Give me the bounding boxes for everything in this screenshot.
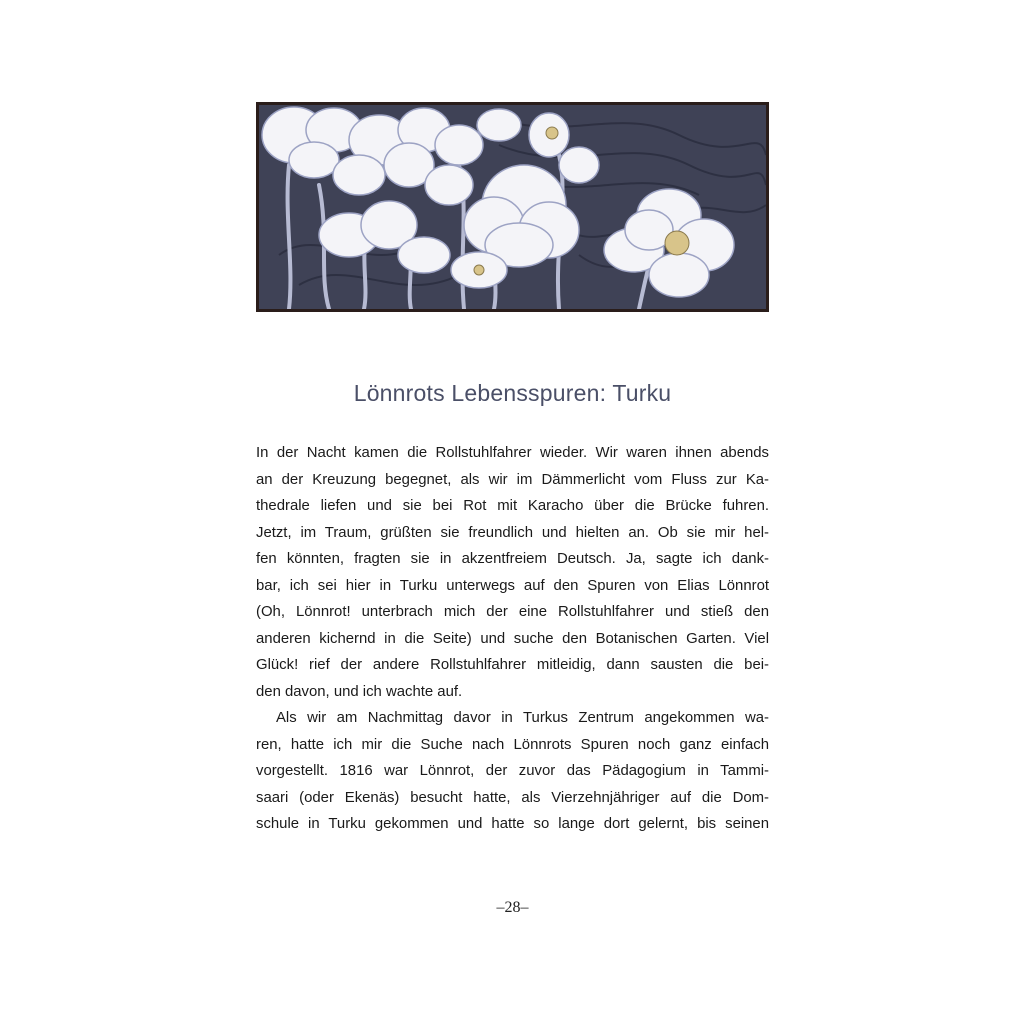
text-line: Jetzt, im Traum, grüßten sie freundlich und hielten an. Ob sie mir hel-	[256, 524, 769, 541]
chapter-title: Lönnrots Lebensspuren: Turku	[353, 380, 672, 406]
text-line: bar, ich sei hier in Turku unterwegs auf den Spuren von Elias Lönnrot	[256, 577, 769, 594]
flower-illustration	[256, 102, 769, 312]
text-line: anderen kichernd in die Seite) und suche den Botanischen Garten. Viel	[256, 630, 769, 647]
text-line: schule in Turku gekommen und hatte so lange dort gelernt, bis seinen	[256, 816, 769, 832]
anemone-flowers-image	[259, 105, 766, 309]
text-line: den davon, und ich wachte auf.	[256, 683, 463, 700]
text-line: Als wir am Nachmittag davor in Turkus Zentrum angekommen wa-	[276, 710, 769, 726]
body-text	[256, 440, 769, 838]
text-line: ren, hatte ich mir die Suche nach Lönnrots Spuren noch ganz einfach	[256, 736, 769, 753]
text-line: an der Kreuzung begegnet, als wir im Dämmerlicht vom Fluss zur Ka-	[256, 471, 769, 488]
text-line: thedrale liefen und sie bei Rot mit Karacho über die Brücke fuhren.	[256, 498, 769, 514]
text-line: Glück! rief der andere Rollstuhlfahrer mitleidig, dann sausten die bei-	[256, 657, 769, 673]
text-line: vorgestellt. 1816 war Lönnrot, der zuvor das Pädagogium in Tammi-	[256, 763, 769, 779]
text-line: In der Nacht kamen die Rollstuhlfahrer wieder. Wir waren ihnen abends	[256, 445, 769, 461]
paragraph	[256, 705, 769, 838]
paragraph	[256, 440, 769, 705]
text-line: fen könnten, fragten sie in akzentfreiem Deutsch. Ja, sagte ich dank-	[256, 551, 769, 567]
page-number: –28–	[496, 899, 529, 916]
text-line: saari (oder Ekenäs) besucht hatte, als Vierzehnjähriger auf die Dom-	[256, 789, 769, 806]
text-line: (Oh, Lönnrot! unterbrach mich der eine Rollstuhlfahrer und stieß den	[256, 604, 769, 620]
